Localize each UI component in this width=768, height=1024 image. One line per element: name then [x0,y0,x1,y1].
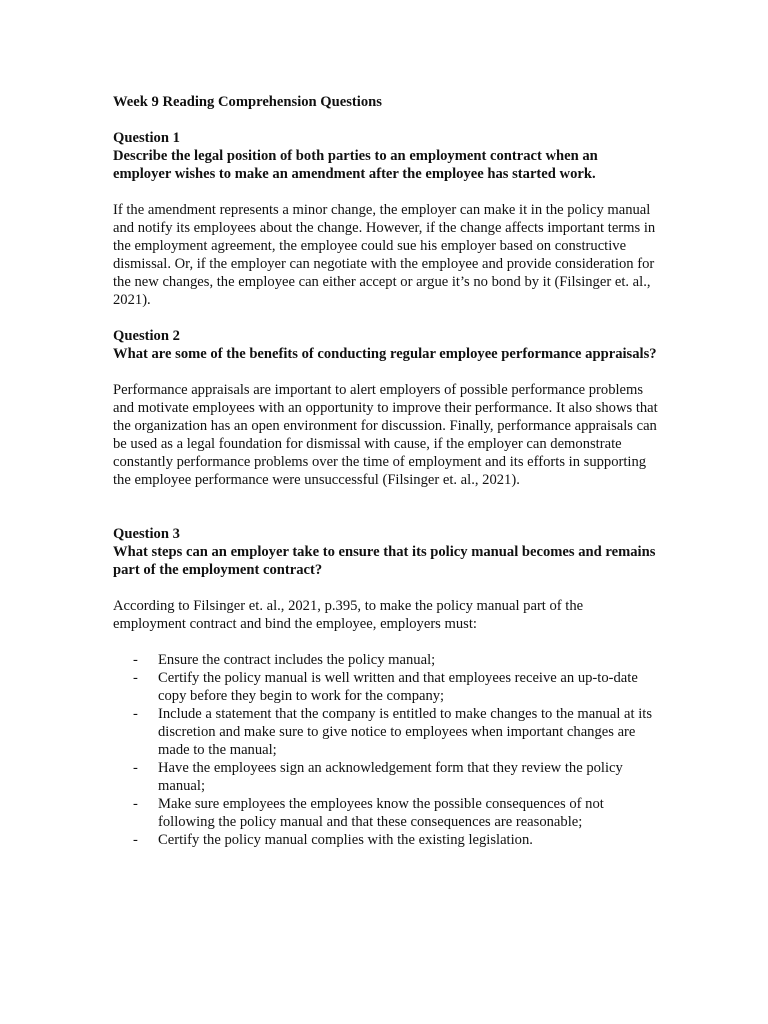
document-page [113,93,658,849]
bullet-dash: - [133,760,138,776]
section-spacer [113,507,658,525]
question-3-label: Question 3 [113,526,180,542]
question-3-section [113,525,658,849]
list-item [113,795,658,831]
question-2-text: What are some of the benefits of conducting regular employee performance appraisals? [113,346,657,362]
list-item [113,669,658,705]
question-2-section [113,327,658,489]
bullet-dash: - [133,670,138,686]
list-item-text: Certify the policy manual complies with the existing legislation. [158,832,533,848]
question-3-answer: According to Filsinger et. al., 2021, p.395, to make the policy manual part of the employment contract and bind the employee, employers must: [113,598,584,632]
question-1-answer: If the amendment represents a minor change, the employer can make it in the policy manual and notify its employees about the change. However, if the change affects important terms in the employment agreement, the employee could sue his employer based on constructive dismissal. Or, if the employer can negotiate with the employee and provide consideration for the new changes, the employee can either accept or argue it’s no bond by it (Filsinger et. al., 2021). [113,202,656,308]
question-1-label: Question 1 [113,130,180,146]
list-item-text: Make sure employees the employees know the possible consequences of not following the policy manual and that these consequences are reasonable; [158,796,604,830]
document-title: Week 9 Reading Comprehension Questions [113,94,382,110]
bullet-dash: - [133,652,138,668]
bullet-dash: - [133,706,138,722]
question-2-label: Question 2 [113,328,180,344]
policy-steps-list [113,651,658,849]
list-item-text: Include a statement that the company is entitled to make changes to the manual at its discretion and make sure to give notice to employees when important changes are made to the manual; [158,706,653,758]
question-2-answer: Performance appraisals are important to alert employers of possible performance problems and motivate employees with an opportunity to improve their performance. It also shows that the organization has an open environment for discussion. Finally, performance appraisals can be used as a legal foundation for dismissal with cause, if the employer can demonstrate constantly performance problems over the time of employment and its efforts in supporting the employee performance were unsuccessful (Filsinger et. al., 2021). [113,382,658,488]
list-item-text: Certify the policy manual is well written and that employees receive an up-to-date copy before they begin to work for the company; [158,670,638,704]
question-3-text: What steps can an employer take to ensure that its policy manual becomes and remains part of the employment contract? [113,544,656,578]
list-item [113,651,658,669]
bullet-dash: - [133,832,138,848]
list-item [113,705,658,759]
bullet-dash: - [133,796,138,812]
question-1-section [113,129,658,309]
list-item [113,759,658,795]
list-item [113,831,658,849]
list-item-text: Have the employees sign an acknowledgement form that they review the policy manual; [158,760,623,794]
question-1-text: Describe the legal position of both parties to an employment contract when an employer wishes to make an amendment after the employee has started work. [113,148,598,182]
list-item-text: Ensure the contract includes the policy manual; [158,652,436,668]
